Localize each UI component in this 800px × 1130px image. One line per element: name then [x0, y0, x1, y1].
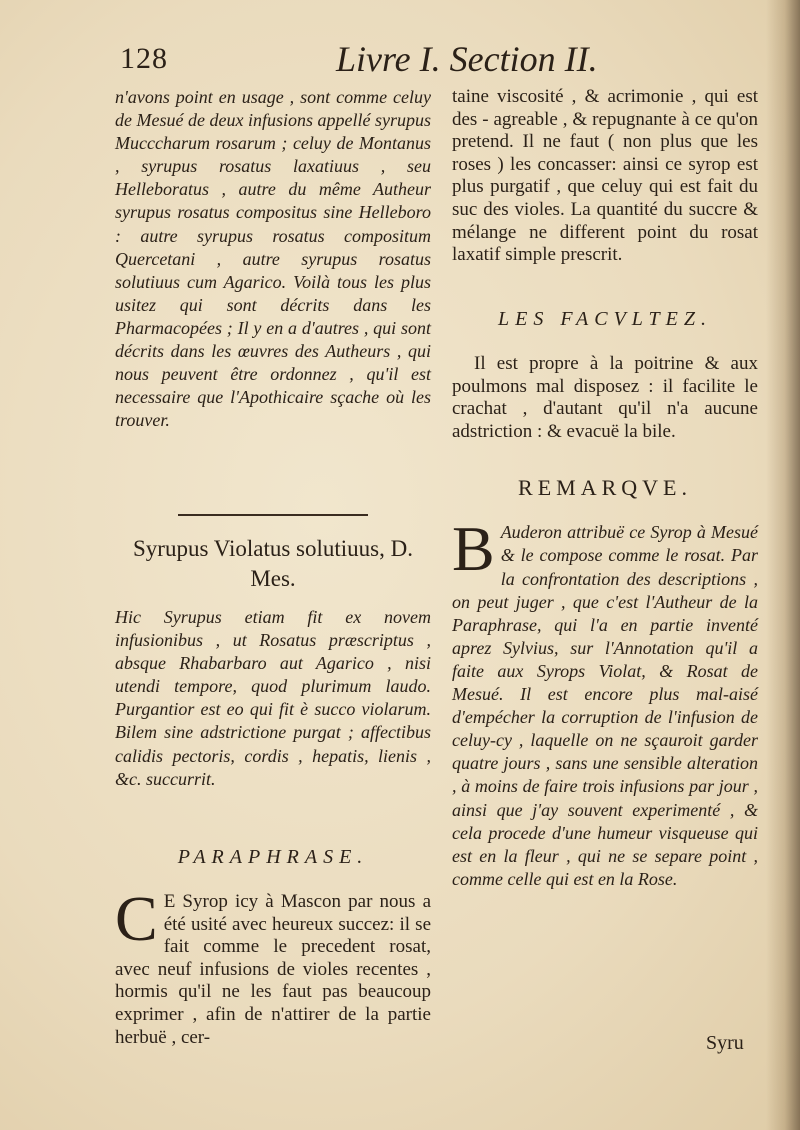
right-continuation-text: taine viscosité , & acrimonie , qui est des - agreable , & repugnante à ce qu'on pretend. Il ne faut ( non plus que les roses ) les concasser: ainsi ce syrop est plus purgatif , que celuy qui est fait du suc des violes. La quantité du succre & mélange ne different point du rosat laxatif simple prescrit.	[452, 86, 758, 266]
paraphrase-heading: PARAPHRASE.	[177, 846, 369, 868]
remarque-dropcap: B	[452, 513, 495, 585]
remarque-heading: REMARQVE.	[518, 475, 692, 501]
paraphrase-dropcap: C	[115, 883, 158, 954]
remarque-text: Auderon attribuë ce Syrop à Mesué & le compose comme le rosat. Par la confrontation des descriptions , on peut juger , que c'est l'Autheur de la Paraphrase, qui l'a en partie inventé aprez Sylvius, sur l'Annotation qu'il a faite aux Syrops Violat, & Rosat de Mesué. Il est encore plus mal-aisé d'empécher la corruption de l'infusion de celuy-cy , laquelle on ne sçauroit garder quatre jours , sans une sensible alteration , à moins de faire trois infusions par jour , ainsi que j'ay souvent experimenté , & cela procede d'une humeur visqueuse qui est en la fleur , qui ne se separe point , comme celle qui est en la Rose.	[452, 522, 758, 889]
page-header	[0, 38, 800, 88]
paraphrase-paragraph	[115, 883, 431, 1049]
running-head: Livre I. Section II.	[336, 39, 598, 79]
page-gutter-shadow	[766, 0, 800, 1130]
page-number: 128	[120, 42, 168, 75]
recipe-title: Syrupus Violatus solutiuus, D. Mes.	[133, 536, 413, 591]
facultez-heading: LES FACVLTEZ.	[498, 308, 712, 330]
facultez-text: Il est propre à la poitrine & aux poulmons mal disposez : il facilite le crachat , d'autant qu'il n'a aucune adstriction : & evacuë la bile.	[452, 353, 758, 442]
catchword: Syru	[706, 1032, 744, 1054]
left-continuation-text: n'avons point en usage , sont comme celuy de Mesué de deux infusions appellé syrupus Mucccharum rosarum ; celuy de Montanus , syrupus rosatus laxatiuus , seu Helleboratus , autre du même Autheur syrupus rosatus compositus sine Helleboro : autre syrupus rosatus compositum Quercetani , autre syrupus rosatus solutiuus cum Agarico. Voilà tous les plus usitez qui sont décrits dans les Pharmacopées ; Il y en a d'autres , qui sont décrits dans les œuvres des Autheurs , qui nous peuvent être ordonnez , qu'il est necessaire que l'Apothicaire sçache où les trouver.	[115, 87, 431, 431]
section-rule	[178, 514, 368, 516]
right-column	[452, 86, 758, 891]
latin-recipe-text: Hic Syrupus etiam fit ex novem infusionibus , ut Rosatus præscriptus , absque Rhabarbaro aut Agarico , nisi utendi tempore, quod plurimum laudo. Purgantior est eo qui fit è succo violarum. Bilem sine adstrictione purgat ; affectibus calidis pectoris, cordis , hepatis, lienis , &c. succurrit.	[115, 607, 431, 789]
left-column	[115, 86, 431, 1049]
remarque-paragraph	[452, 513, 758, 891]
paraphrase-text: E Syrop icy à Mascon par nous a été usité avec heureux succez: il se fait comme le precedent rosat, avec neuf infusions de violes recentes , hormis qu'il ne les faut pas beaucoup exprimer , afin de n'attirer de la partie herbuë , cer-	[115, 891, 431, 1048]
